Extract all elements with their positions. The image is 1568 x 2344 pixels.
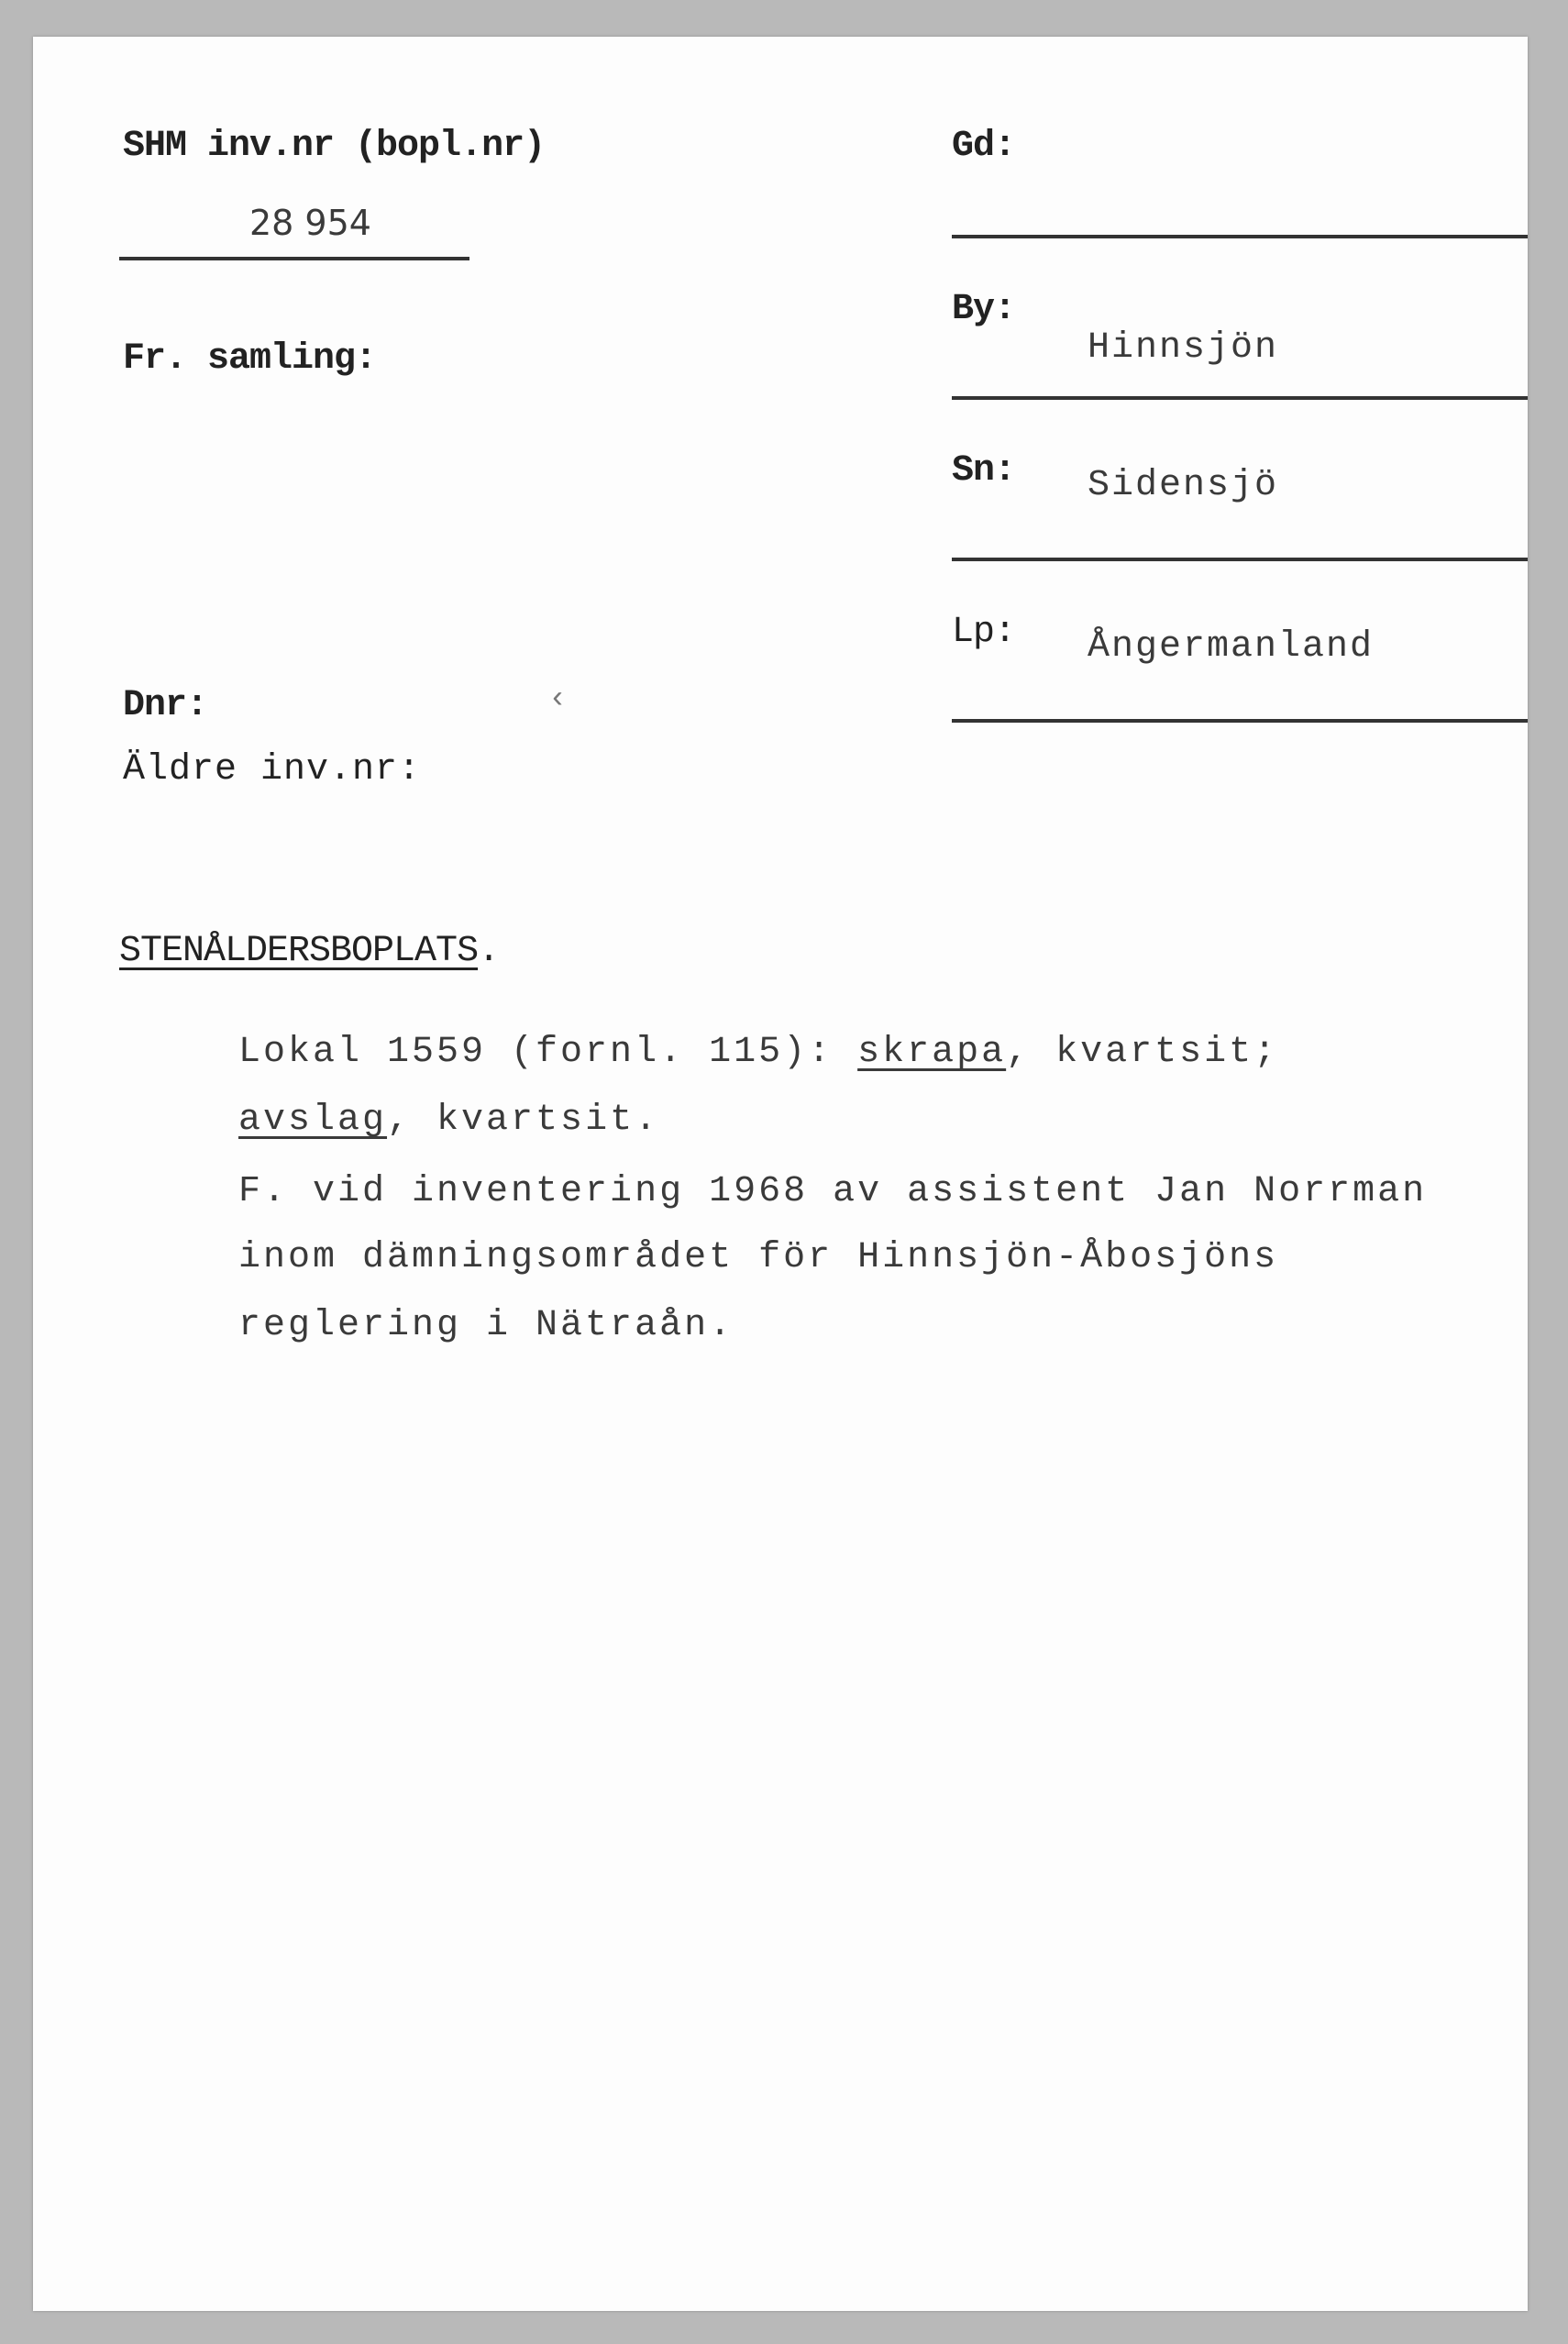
entry-line-2-suffix: , kvartsit. bbox=[387, 1100, 660, 1141]
entry-line-5: reglering i Nätraån. bbox=[238, 1305, 734, 1346]
lp-value: Ångermanland bbox=[1088, 626, 1375, 668]
inv-label: SHM inv.nr (bopl.nr) bbox=[123, 126, 546, 167]
stray-mark: ‹ bbox=[548, 682, 568, 717]
lp-rule bbox=[952, 719, 1528, 723]
entry-line-1 bbox=[238, 1034, 1278, 1071]
inv-number-rule bbox=[119, 257, 469, 260]
gd-label: Gd: bbox=[952, 126, 1016, 167]
gd-rule bbox=[952, 235, 1528, 238]
fr-samling-label: Fr. samling: bbox=[123, 338, 377, 380]
entry-term-skrapa: skrapa bbox=[857, 1032, 1007, 1073]
dnr-label: Dnr: bbox=[123, 685, 208, 726]
by-rule bbox=[952, 396, 1528, 400]
entry-heading-text: STENÅLDERSBOPLATS bbox=[119, 931, 479, 972]
by-value: Hinnsjön bbox=[1088, 327, 1279, 369]
catalog-card bbox=[33, 37, 1528, 2311]
entry-line-1-suffix: , kvartsit; bbox=[1006, 1032, 1279, 1073]
sn-label: Sn: bbox=[952, 450, 1016, 492]
entry-heading-period: . bbox=[478, 931, 500, 972]
entry-line-3: F. vid inventering 1968 av assistent Jan Norrman bbox=[238, 1171, 1428, 1212]
by-label: By: bbox=[952, 289, 1016, 330]
aldre-inv-label: Äldre inv.nr: bbox=[123, 749, 422, 791]
entry-line-2 bbox=[238, 1102, 659, 1139]
sn-rule bbox=[952, 558, 1528, 561]
inv-number: 28 954 bbox=[249, 203, 371, 243]
lp-label: Lp: bbox=[952, 612, 1016, 653]
entry-line-1-prefix: Lokal 1559 (fornl. 115): bbox=[238, 1032, 858, 1073]
entry-line-4: inom dämningsområdet för Hinnsjön-Åbosjöns bbox=[238, 1237, 1279, 1278]
sn-value: Sidensjö bbox=[1088, 465, 1279, 506]
entry-term-avslag: avslag bbox=[238, 1100, 388, 1141]
entry-heading bbox=[119, 931, 500, 972]
